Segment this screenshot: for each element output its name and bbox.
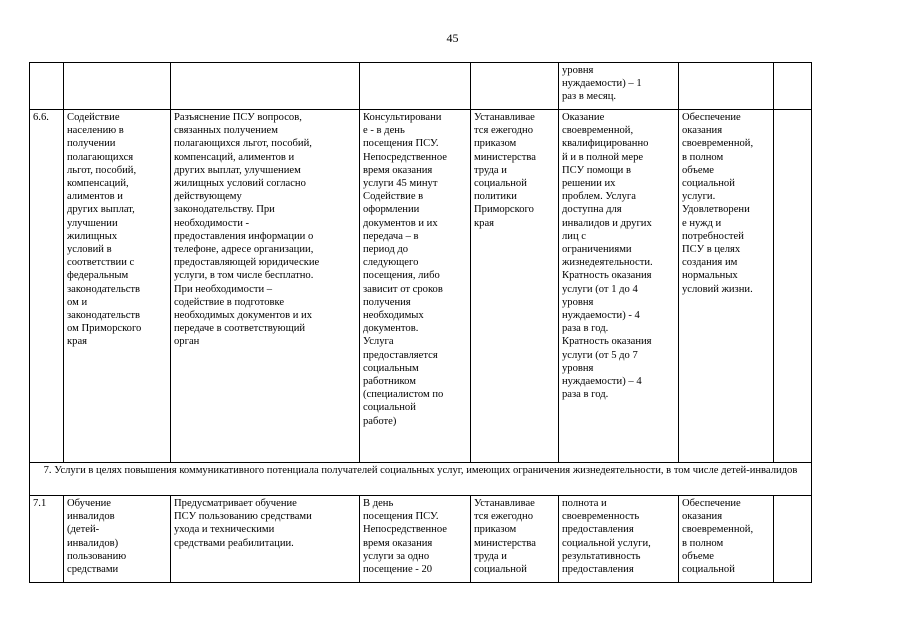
cell-service-quality: Оказание своевременной, квалифицированно й и в полной мере ПСУ помощи в решении их проблем. Услуга доступна для инвалидов и других лиц с ограничениями жизнедеятельности. Кратность оказания услуги (от 1 до 4 уровня нуждаемости) - 4 раза в год. Кратность оказания услуги (от 5 до 7 уровня нуждаемости) – 4 раза в год. [559, 110, 679, 463]
table-row-6-6 [30, 110, 812, 463]
cell-empty [774, 496, 812, 583]
cell-quality-continued: уровня нуждаемости) – 1 раз в месяц. [559, 63, 679, 110]
cell-service-description: Предусматривает обучение ПСУ пользованию средствами ухода и техническими средствами реабилитации. [171, 496, 360, 583]
cell-number: 6.6. [30, 110, 64, 463]
page-number: 45 [446, 31, 459, 45]
cell-service-description: Разъяснение ПСУ вопросов, связанных получением полагающихся льгот, пособий, компенсаций, алиментов и других выплат, улучшением жилищных условий согласно действующему законодательству. При необходимости - предоставления информации о телефоне, адресе организации, предоставляющей юридические услуги, в том числе бесплатно. При необходимости – содействие в подготовке необходимых документов и их передаче в соответствующий орган [171, 110, 360, 463]
cell-empty [774, 110, 812, 463]
cell-service-timing: Консультировани е - в день посещения ПСУ. Непосредственное время оказания услуги 45 минут Содействие в оформлении документов и их передача – в период до следующего посещения, либо зависит от сроков получения необходимых документов. Услуга предоставляется социальным работником (специалистом по социальной работе) [360, 110, 471, 463]
cell-number: 7.1 [30, 496, 64, 583]
cell-service-timing: В день посещения ПСУ. Непосредственное время оказания услуги за одно посещение - 20 [360, 496, 471, 583]
cell-service-result: Обеспечение оказания своевременной, в полном объеме социальной услуги. Удовлетворени е нужд и потребностей ПСУ в целях создания им нормальных условий жизни. [679, 110, 774, 463]
cell-service-price: Устанавливае тся ежегодно приказом министерства труда и социальной политики Приморского края [471, 110, 559, 463]
cell-empty [64, 63, 171, 110]
cell-service-name: Содействие населению в получении полагающихся льгот, пособий, компенсаций, алиментов и других выплат, улучшении жилищных условий в соответствии с федеральным законодательств ом и законодательств ом Приморского края [64, 110, 171, 463]
cell-service-result: Обеспечение оказания своевременной, в полном объеме социальной [679, 496, 774, 583]
cell-empty [360, 63, 471, 110]
services-table [29, 62, 812, 583]
table-row-7-1 [30, 496, 812, 583]
section-heading-row [30, 463, 812, 496]
table-row-continuation [30, 63, 812, 110]
cell-empty [471, 63, 559, 110]
cell-service-name: Обучение инвалидов (детей- инвалидов) пользованию средствами [64, 496, 171, 583]
cell-empty [679, 63, 774, 110]
cell-service-price: Устанавливае тся ежегодно приказом министерства труда и социальной [471, 496, 559, 583]
cell-empty [171, 63, 360, 110]
cell-empty [774, 63, 812, 110]
cell-empty [30, 63, 64, 110]
section-heading-7: 7. Услуги в целях повышения коммуникативного потенциала получателей социальных услуг, имеющих ограничения жизнедеятельности, в том числе детей-инвалидов [30, 463, 812, 496]
cell-service-quality: полнота и своевременность предоставления социальной услуги, результативность предоставления [559, 496, 679, 583]
